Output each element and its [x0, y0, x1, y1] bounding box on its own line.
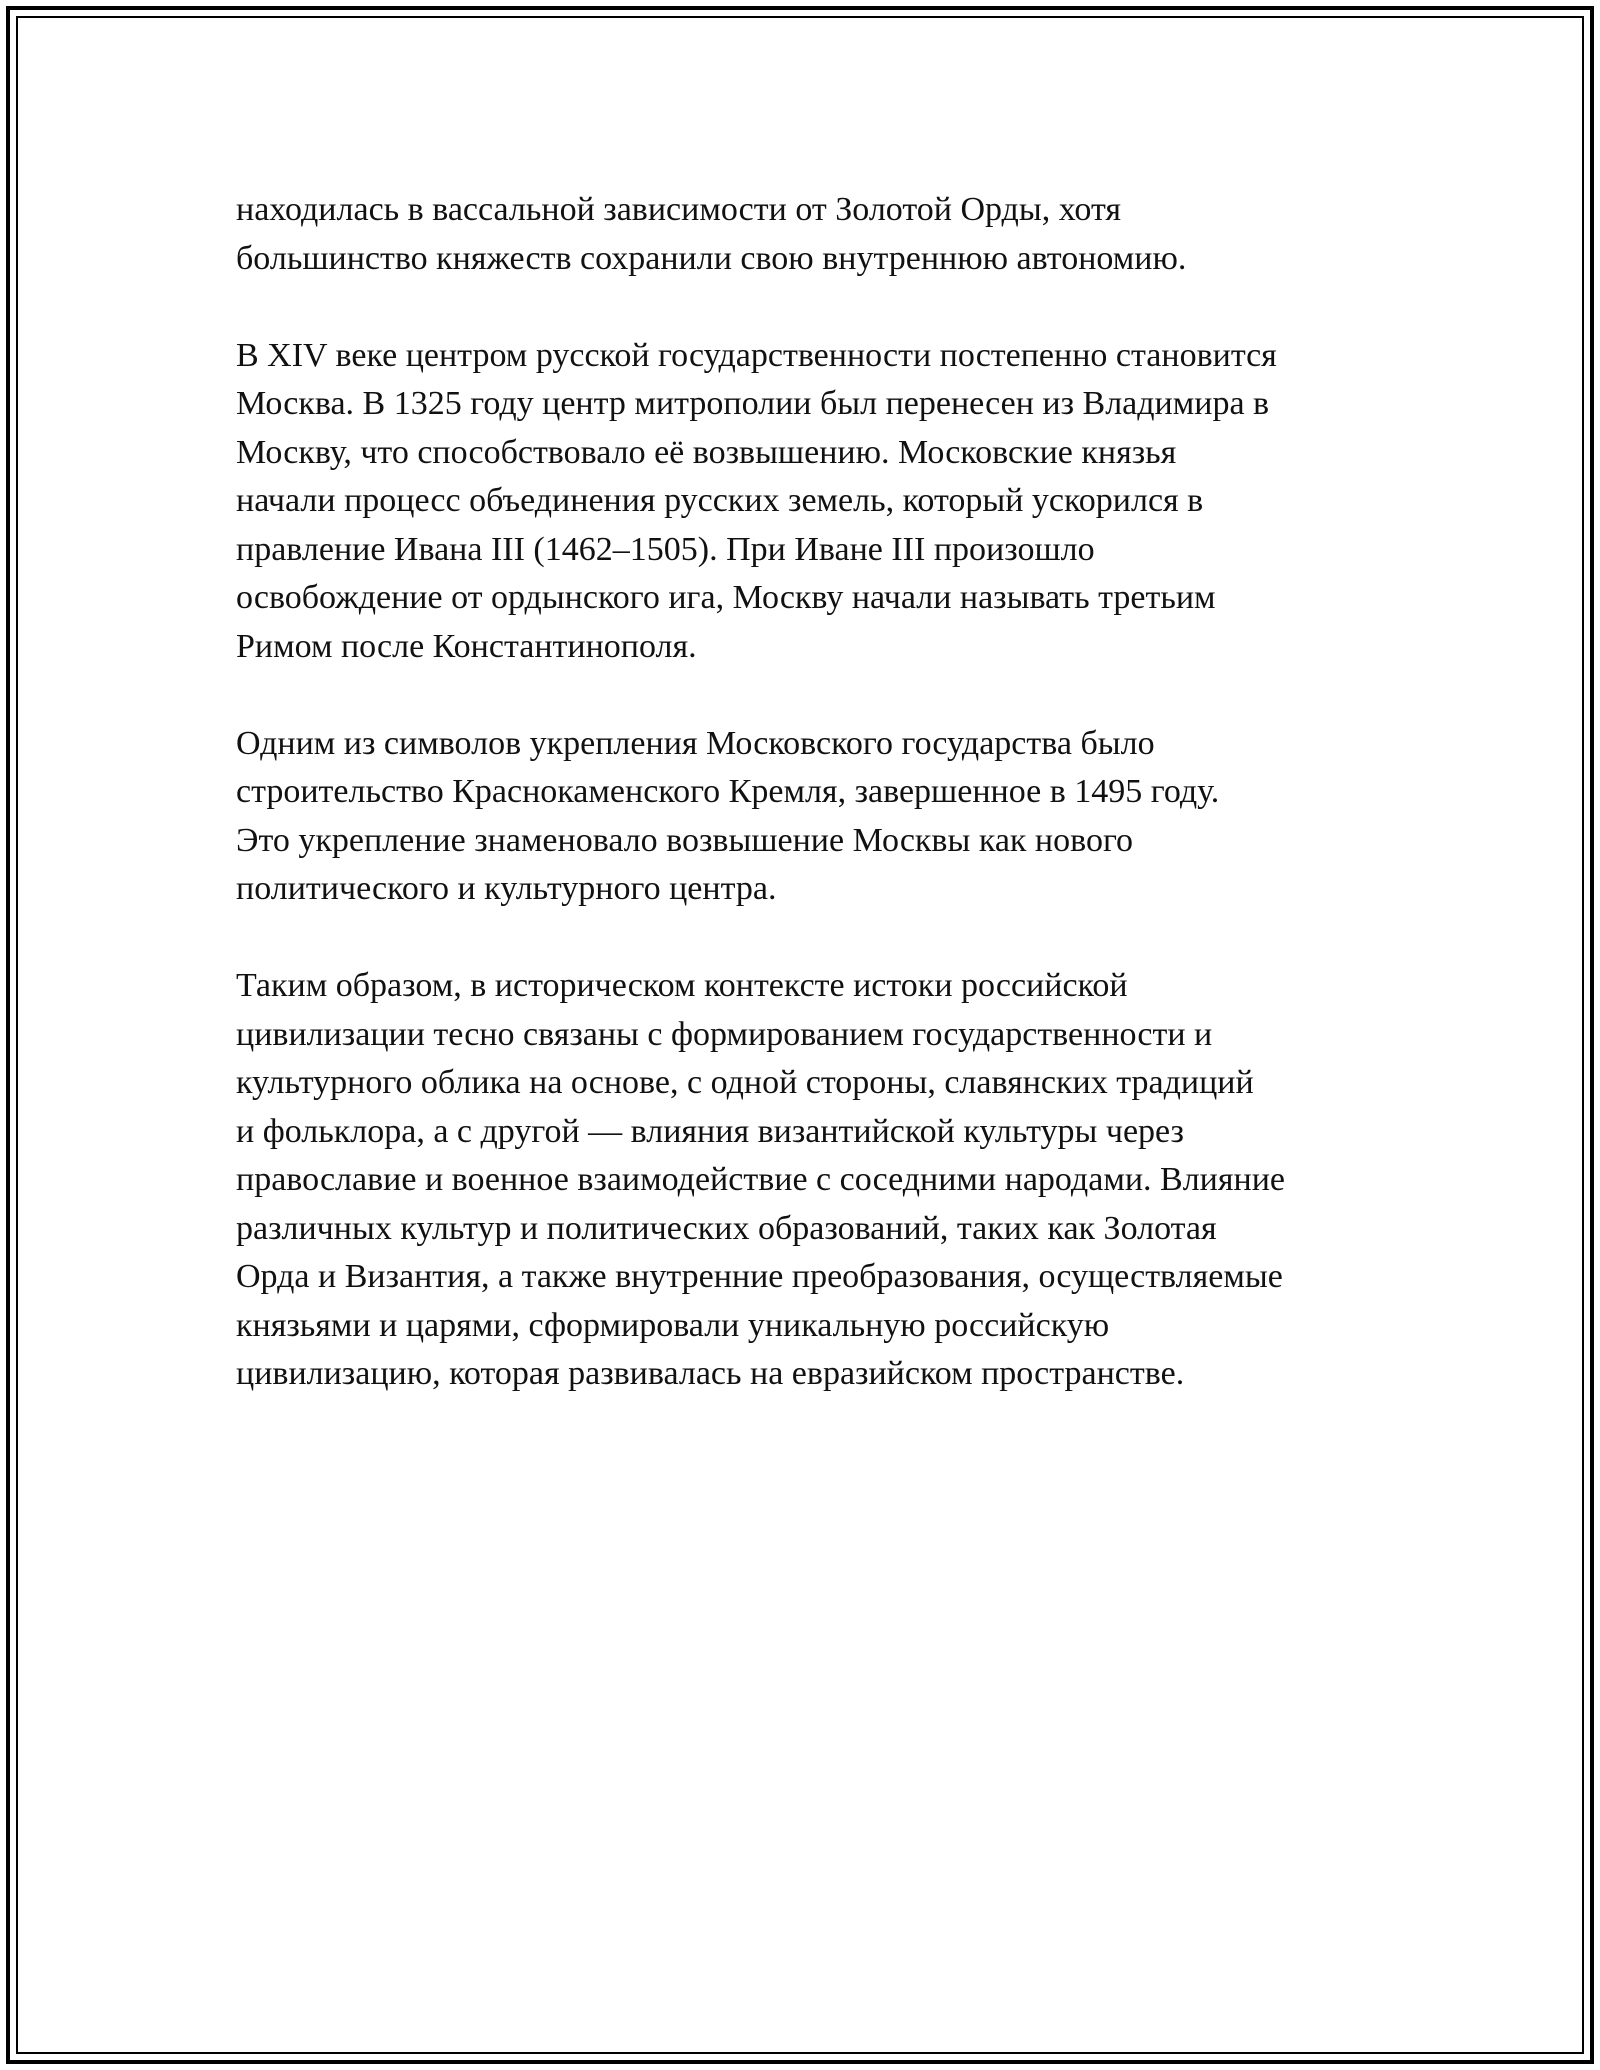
text-line: различных культур и политических образований, таких как Золотая [236, 1209, 1217, 1247]
text-line: Москву, что способствовало её возвышению. Московские князья [236, 433, 1177, 471]
paragraph-4 [236, 962, 1426, 1399]
text-line: правление Ивана III (1462–1505). При Иване III произошло [236, 530, 1095, 568]
text-line: находилась в вассальной зависимости от Золотой Орды, хотя [236, 191, 1121, 228]
document-body [236, 186, 1426, 1447]
text-line: В XIV веке центром русской государственности постепенно становится [236, 336, 1277, 374]
text-line: цивилизации тесно связаны с формированием государственности и [236, 1015, 1213, 1053]
text-line: Это укрепление знаменовало возвышение Москвы как нового [236, 821, 1134, 859]
text-line: начали процесс объединения русских земель, который ускорился в [236, 482, 1204, 519]
text-line: князьями и царями, сформировали уникальную российскую [236, 1306, 1110, 1344]
text-line: православие и военное взаимодействие с соседними народами. Влияние [236, 1161, 1285, 1198]
paragraph-3 [236, 720, 1426, 914]
text-line: Одним из символов укрепления Московского государства было [236, 724, 1155, 762]
paragraph-1 [236, 186, 1426, 283]
text-line: освобождение от ордынского ига, Москву начали называть третьим [236, 579, 1216, 616]
text-line: большинство княжеств сохранили свою внутреннюю автономию. [236, 239, 1187, 277]
text-line: Орда и Византия, а также внутренние преобразования, осуществляемые [236, 1258, 1283, 1295]
text-line: Римом после Константинополя. [236, 627, 697, 665]
text-line: и фольклора, а с другой — влияния византийской культуры через [236, 1112, 1184, 1150]
text-line: строительство Краснокаменского Кремля, завершенное в 1495 году. [236, 773, 1220, 810]
text-line: культурного облика на основе, с одной стороны, славянских традиций [236, 1064, 1254, 1101]
text-line: Москва. В 1325 году центр митрополии был перенесен из Владимира в [236, 385, 1270, 422]
text-line: цивилизацию, которая развивалась на евразийском пространстве. [236, 1355, 1185, 1392]
text-line: политического и культурного центра. [236, 870, 777, 907]
text-line: Таким образом, в историческом контексте истоки российской [236, 967, 1128, 1004]
paragraph-2 [236, 332, 1426, 672]
